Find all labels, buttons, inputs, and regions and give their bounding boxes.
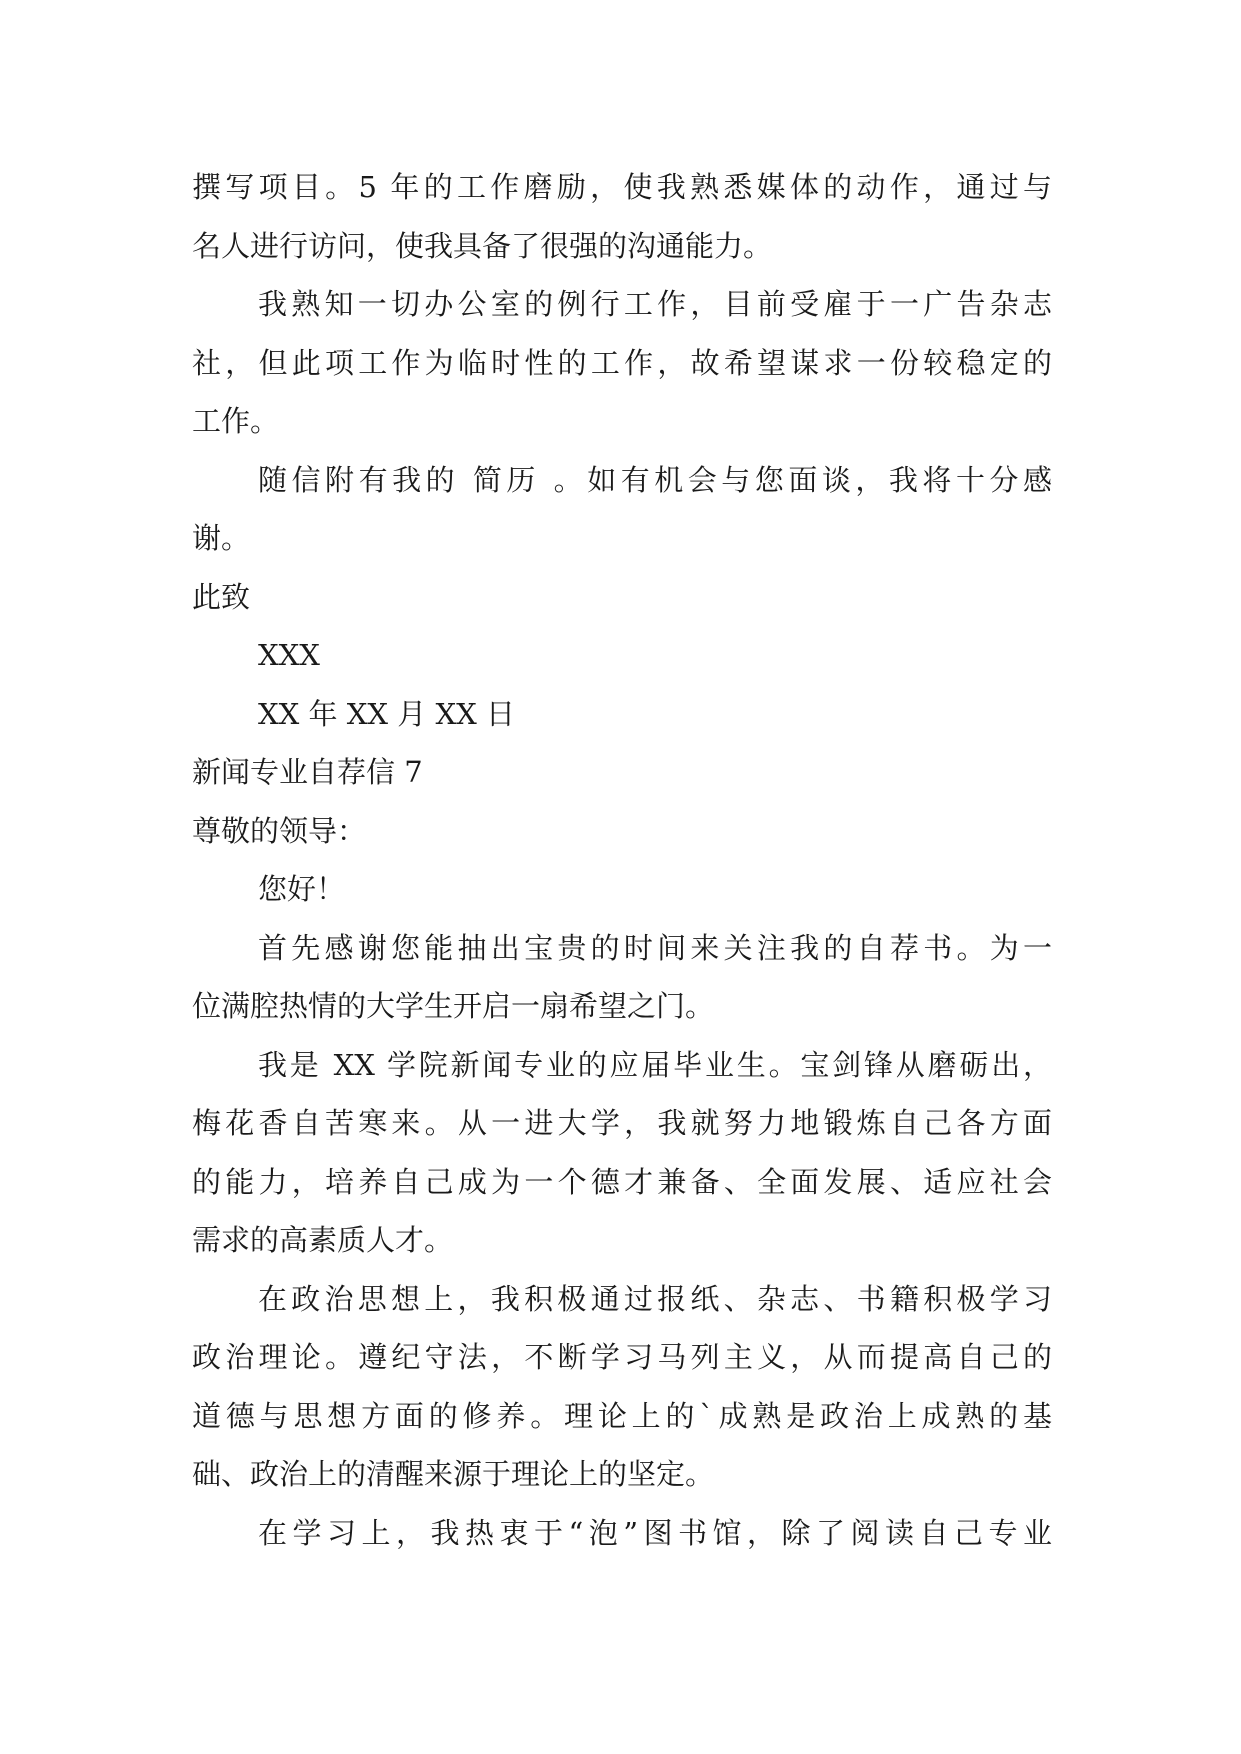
text-line: 位满腔热情的大学生开启一扇希望之门。 — [192, 989, 715, 1023]
text-line: 需求的高素质人才。 — [192, 1223, 454, 1257]
text-line: 随信附有我的 简历 。如有机会与您面谈，我将十分感 — [258, 462, 1052, 497]
text-line: 名人进行访问，使我具备了很强的沟通能力。 — [192, 228, 773, 263]
text-line: 我熟知一切办公室的例行工作，目前受雇于一广告杂志 — [258, 287, 1052, 321]
text-line: 梅花香自苦寒来。从一进大学，我就努力地锻炼自己各方面 — [192, 1106, 1052, 1140]
text-line: 尊敬的领导： — [192, 813, 367, 848]
text-line: 础、政治上的清醒来源于理论上的坚定。 — [192, 1457, 715, 1491]
text-line: 工作。 — [192, 404, 280, 438]
text-line: 首先感谢您能抽出宝贵的时间来关注我的自荐书。为一 — [258, 930, 1052, 965]
text-line: 此致 — [192, 579, 251, 614]
text-line: 的能力，培养自己成为一个德才兼备、全面发展、适应社会 — [192, 1164, 1052, 1199]
text-line: 撰写项目。5 年的工作磨励，使我熟悉媒体的动作，通过与 — [192, 170, 1052, 204]
text-line: 谢。 — [192, 521, 251, 555]
text-line: XXX — [258, 638, 320, 672]
text-line: 道德与思想方面的修养。理论上的`成熟是政治上成熟的基 — [192, 1398, 1052, 1433]
text-line: XX 年 XX 月 XX 日 — [258, 696, 515, 731]
text-line: 政治理论。遵纪守法，不断学习马列主义，从而提高自己的 — [192, 1340, 1052, 1374]
text-line: 新闻专业自荐信 7 — [192, 755, 423, 789]
text-line: 我是 XX 学院新闻专业的应届毕业生。宝剑锋从磨砺出， — [258, 1047, 1052, 1082]
letter-body — [192, 158, 1052, 1562]
text-line: 您好！ — [258, 872, 346, 906]
text-line: 在学习上，我热衷于“泡”图书馆，除了阅读自己专业 — [258, 1515, 1052, 1550]
text-line: 在政治思想上，我积极通过报纸、杂志、书籍积极学习 — [258, 1281, 1052, 1316]
text-line: 社，但此项工作为临时性的工作，故希望谋求一份较稳定的 — [192, 345, 1052, 380]
